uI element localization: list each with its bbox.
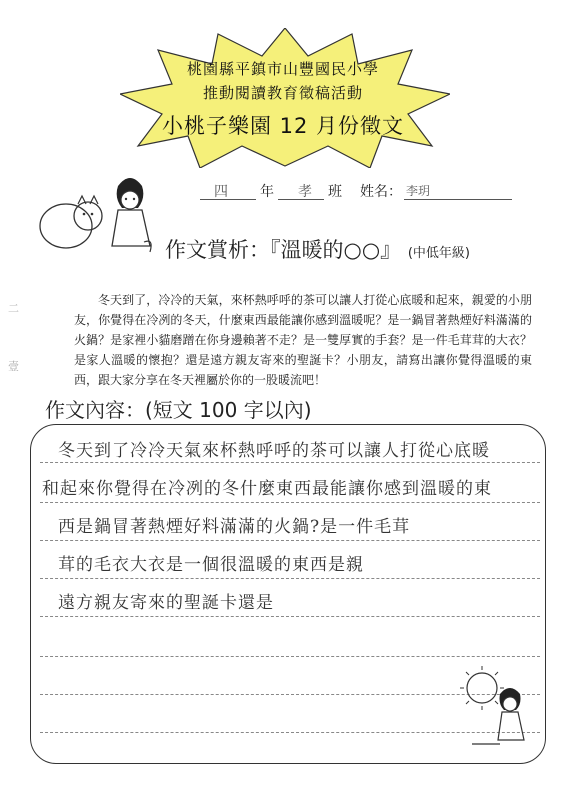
class-label: 班	[328, 184, 342, 200]
grade-label: 年	[260, 184, 274, 200]
handwritten-line: 遠方親友寄來的聖誕卡還是	[58, 593, 274, 613]
ruled-line	[40, 462, 540, 463]
ruled-line	[40, 616, 540, 617]
ruled-line	[40, 656, 540, 657]
essay-title	[165, 234, 470, 264]
school-name: 桃園縣平鎮市山豐國民小學	[186, 60, 379, 78]
girl-with-sun-illustration	[452, 664, 532, 754]
banner-title: 小桃子樂園 12 月份徵文	[161, 114, 405, 138]
ruled-line	[40, 502, 540, 503]
girl-with-cat-illustration	[38, 168, 158, 258]
margin-note: 二	[8, 302, 19, 315]
content-label: 作文內容：(短文 100 字以內)	[45, 398, 312, 422]
event-name: 推動閱讀教育徵稿活動	[202, 84, 363, 102]
ruled-line	[40, 540, 540, 541]
margin-note: 壹	[8, 360, 19, 373]
grade-level-note: (中低年級)	[407, 246, 470, 261]
essay-title-label: 作文賞析：	[165, 238, 270, 262]
name-label: 姓名：	[360, 184, 402, 200]
handwritten-line: 冬天到了冷冷天氣來杯熱呼呼的茶可以讓人打從心底暖	[58, 441, 490, 461]
handwritten-line: 茸的毛衣大衣是一個很溫暖的東西是親	[58, 555, 364, 575]
handwritten-line: 和起來你覺得在冷冽的冬什麼東西最能讓你感到溫暖的東	[42, 479, 492, 499]
grade-value: 四	[214, 184, 228, 200]
prompt-paragraph: 冬天到了，冷冷的天氣，來杯熱呼呼的茶可以讓人打從心底暖和起來，親愛的小朋友，你覺得在冷冽的冬天，什麼東西最能讓你感到溫暖呢？是一鍋冒著熱煙好料滿滿的火鍋？是家裡小貓磨蹭在你身邊賴著不走？是一雙厚實的手套？是一件毛茸茸的大衣？是家人溫暖的懷抱？還是遠方親友寄來的聖誕卡？小朋友，請寫出讓你覺得溫暖的東西，跟大家分享在冬天裡屬於你的一股暖流吧！	[74, 293, 532, 387]
ruled-line	[40, 578, 540, 579]
essay-title-value: 『溫暖的○○』	[270, 238, 402, 262]
class-value: 孝	[298, 184, 312, 200]
name-value: 李玥	[406, 184, 431, 198]
handwritten-line: 西是鍋冒著熱煙好料滿滿的火鍋?是一件毛茸	[58, 517, 411, 537]
